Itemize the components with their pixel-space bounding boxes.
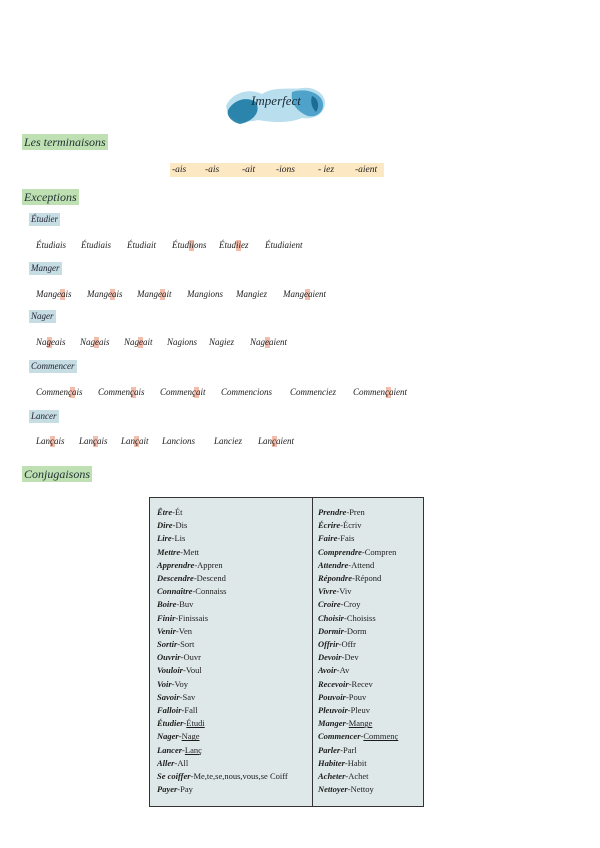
table-row	[318, 598, 398, 611]
stem: Habit	[347, 757, 367, 768]
ending: -ions	[276, 165, 295, 175]
stem: Parl	[343, 744, 357, 755]
separator: -	[175, 625, 179, 636]
right-column	[318, 506, 398, 796]
table-row	[318, 704, 398, 717]
stem: Connaiss	[195, 586, 227, 597]
separator: -	[177, 784, 181, 795]
infinitive: Comprendre	[318, 546, 362, 557]
stem: All	[177, 757, 189, 768]
stem: Fall	[184, 705, 198, 716]
forms-row-nager	[0, 337, 600, 349]
table-row	[157, 506, 288, 519]
stem: Nage	[181, 731, 200, 742]
separator: -	[193, 573, 197, 584]
separator: -	[336, 665, 340, 676]
conjugated-form: Lançais	[36, 436, 65, 446]
section-terminaisons: Les terminaisons	[24, 135, 106, 149]
infinitive: Devoir	[318, 652, 342, 663]
infinitive: Aller	[157, 757, 175, 768]
infinitive: Apprendre	[157, 559, 195, 570]
separator: -	[178, 731, 182, 742]
table-row	[157, 757, 288, 770]
infinitive: Nager	[157, 731, 179, 742]
table-row	[157, 651, 288, 664]
table-row	[157, 744, 288, 757]
separator: -	[345, 771, 349, 782]
table-row	[157, 612, 288, 625]
stem: Finissais	[178, 612, 209, 623]
table-row	[318, 559, 398, 572]
conjugated-form: Nagiez	[209, 337, 235, 347]
verb-heading-lancer: Lancer	[31, 411, 57, 421]
separator: -	[346, 507, 350, 517]
stem: Écriv	[343, 520, 362, 531]
stem: Ven	[178, 625, 192, 636]
table-row	[157, 532, 288, 545]
stem: Ouvr	[183, 652, 201, 663]
separator: -	[338, 639, 342, 650]
infinitive: Prendre	[318, 507, 347, 517]
stem: Croy	[343, 599, 361, 610]
separator: -	[347, 705, 351, 716]
conjugated-form: Nageait	[124, 337, 153, 347]
stem: Av	[339, 665, 350, 676]
conjugated-form: Commenciez	[290, 387, 336, 397]
separator: -	[179, 691, 183, 702]
infinitive: Acheter	[318, 771, 346, 782]
conjugated-form: Étudiions	[172, 240, 207, 250]
table-row	[157, 519, 288, 532]
infinitive: Payer	[157, 784, 178, 795]
table-row	[157, 704, 288, 717]
column-divider	[312, 498, 313, 806]
infinitive: Ouvrir	[157, 652, 181, 663]
separator: -	[340, 744, 344, 755]
verb-heading-commencer: Commencer	[31, 361, 75, 371]
forms-row-lancer	[0, 436, 600, 448]
table-row	[318, 585, 398, 598]
infinitive: Pouvoir	[318, 691, 346, 702]
infinitive: Venir	[157, 625, 176, 636]
table-row	[318, 651, 398, 664]
separator: -	[360, 731, 364, 742]
stem: Pouv	[348, 691, 367, 702]
section-conjugaisons: Conjugaisons	[24, 467, 91, 481]
stem: Lanç	[184, 744, 202, 755]
separator: -	[347, 784, 351, 795]
table-row	[318, 546, 398, 559]
section-exceptions: Exceptions	[24, 190, 77, 204]
ending: - iez	[318, 165, 335, 175]
table-row	[318, 730, 398, 743]
infinitive: Choisir	[318, 612, 344, 623]
table-row	[157, 638, 288, 651]
stem: Me,te,se,nous,vous,se Coiff	[193, 771, 288, 782]
stem: Étudi	[186, 718, 205, 729]
table-row	[318, 664, 398, 677]
infinitive: Descendre	[157, 573, 194, 584]
stem: Pay	[180, 784, 193, 795]
conjugated-form: Nagions	[167, 337, 198, 347]
table-row	[157, 678, 288, 691]
stem: Fais	[340, 533, 355, 544]
separator: -	[176, 599, 180, 610]
stem: Mett	[182, 546, 200, 557]
conjugated-form: Étudiait	[127, 240, 156, 250]
table-row	[318, 638, 398, 651]
table-row	[157, 572, 288, 585]
table-row	[318, 744, 398, 757]
separator: -	[348, 678, 352, 689]
stem: Lis	[174, 533, 186, 544]
stem: Pleuv	[350, 705, 370, 716]
table-row	[157, 730, 288, 743]
infinitive: Se coiffer	[157, 771, 191, 782]
table-row	[318, 783, 398, 796]
conjugated-form: Commençais	[98, 387, 145, 397]
separator: -	[177, 639, 181, 650]
conjugated-form: Mangeaient	[283, 289, 326, 299]
conjugated-form: Nageaient	[250, 337, 287, 347]
infinitive: Parler	[318, 744, 341, 755]
table-row	[157, 691, 288, 704]
table-row	[318, 519, 398, 532]
table-row	[157, 598, 288, 611]
separator: -	[340, 599, 344, 610]
stem: Appren	[197, 559, 223, 570]
table-row	[157, 770, 288, 783]
infinitive: Attendre	[318, 559, 349, 570]
conjugated-form: Nageais	[36, 337, 66, 347]
infinitive: Recevoir	[318, 678, 349, 689]
separator: -	[180, 652, 184, 663]
infinitive: Manger	[318, 718, 346, 729]
conjugated-form: Mangiez	[236, 289, 267, 299]
infinitive: Répondre	[318, 573, 352, 584]
title-banner	[222, 84, 330, 126]
separator: -	[344, 757, 348, 768]
stem: Dev	[344, 652, 359, 663]
stem: Nettoy	[350, 784, 374, 795]
conjugated-form: Mangeais	[36, 289, 72, 299]
infinitive: Falloir	[157, 705, 182, 716]
infinitive: Lire	[157, 533, 172, 544]
stem: Recev	[351, 678, 373, 689]
verb-heading-etudier: Étudier	[31, 214, 58, 224]
separator: -	[174, 757, 178, 768]
separator: -	[180, 546, 183, 557]
separator: -	[171, 678, 175, 689]
conjugated-form: Lançaient	[258, 436, 294, 446]
stem: Commenç	[363, 731, 399, 742]
separator: -	[194, 559, 198, 570]
ending: -aient	[355, 165, 378, 175]
table-row	[157, 559, 288, 572]
separator: -	[183, 665, 186, 676]
stem: Dis	[175, 520, 188, 531]
infinitive: Pleuvoir	[318, 705, 348, 716]
stem: Choisiss	[346, 612, 376, 623]
stem: Attend	[351, 559, 375, 570]
stem: Offr	[341, 639, 356, 650]
conjugated-form: Commençais	[36, 387, 83, 397]
separator: -	[361, 546, 365, 557]
table-row	[157, 664, 288, 677]
stem: Voy	[174, 678, 189, 689]
infinitive: Vouloir	[157, 665, 183, 676]
infinitive: Voir	[157, 678, 172, 689]
infinitive: Étudier	[157, 718, 184, 729]
table-row	[318, 625, 398, 638]
conjugated-form: Mangions	[187, 289, 223, 299]
stem: Ét	[174, 507, 183, 517]
table-row	[318, 572, 398, 585]
infinitive: Dire	[157, 520, 173, 531]
conjugated-form: Étudiais	[36, 240, 67, 250]
separator: -	[345, 691, 349, 702]
infinitive: Faire	[318, 533, 338, 544]
infinitive: Mettre	[157, 546, 181, 557]
stem: Sort	[180, 639, 195, 650]
conjugation-table	[149, 497, 424, 807]
separator: -	[352, 573, 355, 584]
infinitive: Savoir	[157, 691, 180, 702]
stem: Compren	[364, 546, 397, 557]
table-row	[318, 717, 398, 730]
conjugated-form: Mangeais	[87, 289, 123, 299]
separator: -	[344, 612, 347, 623]
separator: -	[345, 718, 349, 729]
separator: -	[183, 718, 187, 729]
conjugated-form: Nageais	[80, 337, 110, 347]
table-row	[157, 717, 288, 730]
ending: -ais	[172, 165, 187, 175]
verb-heading-nager: Nager	[31, 311, 54, 321]
separator: -	[175, 612, 179, 623]
stem: Pren	[349, 507, 365, 517]
conjugated-form: Étudiiez	[219, 240, 249, 250]
table-row	[318, 757, 398, 770]
table-row	[157, 625, 288, 638]
forms-row-commencer	[0, 387, 600, 399]
infinitive: Avoir	[318, 665, 337, 676]
conjugated-form: Étudiaient	[265, 240, 303, 250]
infinitive: Boire	[157, 599, 177, 610]
conjugated-form: Mangeait	[137, 289, 172, 299]
conjugated-form: Commençaient	[353, 387, 407, 397]
infinitive: Sortir	[157, 639, 178, 650]
ending: -ait	[242, 165, 256, 175]
conjugated-form: Commencions	[221, 387, 272, 397]
table-row	[318, 770, 398, 783]
separator: -	[336, 586, 340, 597]
table-row	[157, 546, 288, 559]
separator: -	[192, 586, 196, 597]
infinitive: Connaître	[157, 586, 193, 597]
table-row	[318, 678, 398, 691]
separator: -	[172, 507, 175, 517]
infinitive: Lancer	[157, 744, 183, 755]
forms-row-etudier	[0, 240, 600, 252]
infinitive: Dormir	[318, 625, 344, 636]
stem: Mange	[348, 718, 373, 729]
infinitive: Écrire	[318, 520, 341, 531]
infinitive: Croire	[318, 599, 341, 610]
infinitive: Nettoyer	[318, 784, 348, 795]
separator: -	[182, 744, 185, 755]
separator: -	[172, 520, 176, 531]
verb-heading-manger: Manger	[31, 263, 60, 273]
conjugated-form: Étudiais	[81, 240, 112, 250]
infinitive: Habiter	[318, 757, 345, 768]
table-row	[318, 691, 398, 704]
infinitive: Vivre	[318, 586, 337, 597]
separator: -	[340, 520, 344, 531]
table-row	[318, 612, 398, 625]
conjugated-form: Commençait	[160, 387, 206, 397]
endings-bar	[170, 163, 384, 177]
infinitive: Être	[157, 507, 173, 517]
stem: Dorm	[346, 625, 367, 636]
conjugated-form: Lanciez	[214, 436, 242, 446]
conjugated-form: Lancions	[162, 436, 196, 446]
table-row	[157, 783, 288, 796]
table-row	[318, 532, 398, 545]
separator: -	[171, 533, 175, 544]
infinitive: Offrir	[318, 639, 339, 650]
stem: Achet	[348, 771, 369, 782]
ending: -ais	[205, 165, 220, 175]
stem: Buv	[179, 599, 194, 610]
conjugated-form: Lançais	[79, 436, 108, 446]
stem: Descend	[196, 573, 226, 584]
table-row	[157, 585, 288, 598]
infinitive: Commencer	[318, 731, 361, 742]
separator: -	[348, 559, 352, 570]
separator: -	[341, 652, 345, 663]
stem: Viv	[339, 586, 352, 597]
table-row	[318, 506, 398, 519]
stem: Voul	[185, 665, 202, 676]
left-column	[157, 506, 288, 796]
separator: -	[343, 625, 347, 636]
separator: -	[181, 705, 185, 716]
conjugated-form: Lançait	[121, 436, 149, 446]
stem: Sav	[182, 691, 196, 702]
stem: Répond	[354, 573, 382, 584]
separator: -	[190, 771, 194, 782]
page-title: Imperfect	[251, 93, 301, 108]
separator: -	[337, 533, 341, 544]
infinitive: Finir	[157, 612, 176, 623]
forms-row-manger	[0, 289, 600, 301]
